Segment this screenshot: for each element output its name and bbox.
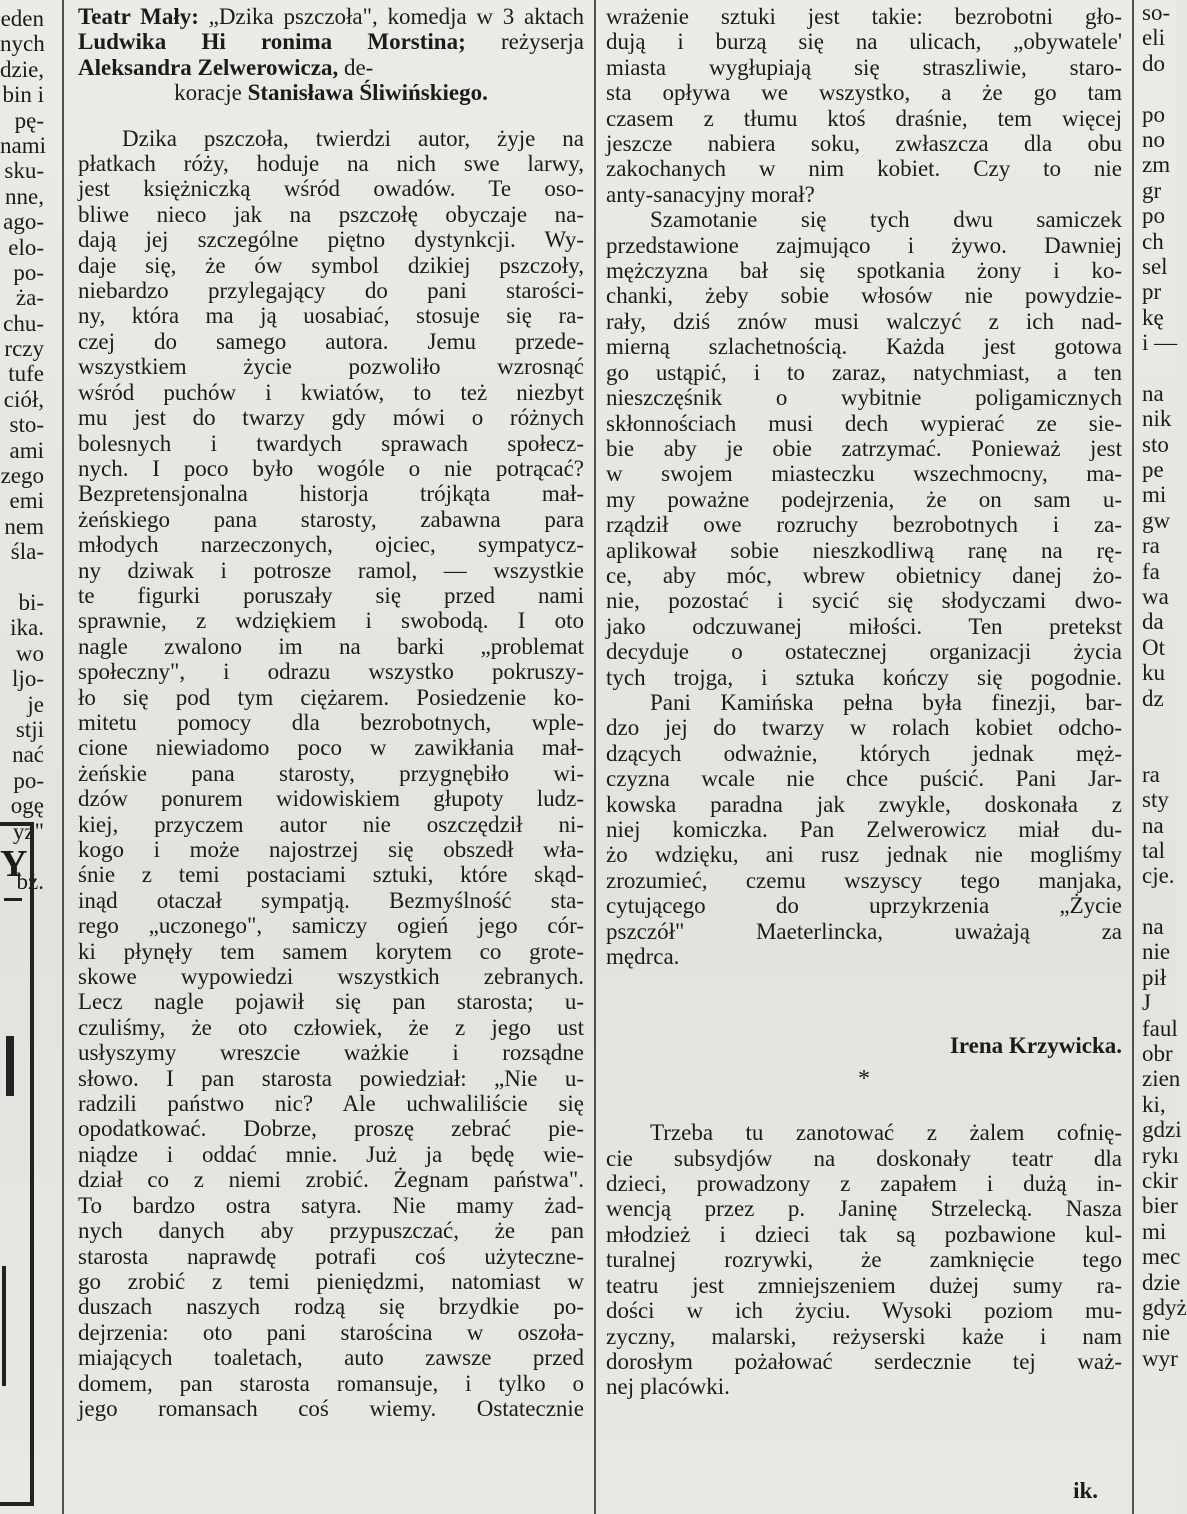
text-line: kiej, przyczem autor nie oszczędził ni- (78, 811, 584, 837)
fragment-text: tal (1142, 837, 1165, 863)
text-line: jest księżniczką wśród owadów. Te oso- (78, 176, 584, 202)
text-line: zakochanych w nim kobiet. Czy to nie (606, 156, 1122, 182)
fragment-text: ami (9, 437, 44, 463)
fragment-text: bż. (16, 869, 44, 895)
text-line: pszczół" Maeterlincka, uważają za (606, 918, 1122, 944)
column-rule-3 (1132, 0, 1134, 1514)
right-column-fragment (1142, 0, 1187, 1514)
text-line: mężczyzna bał się spotkania żony i ko- (606, 258, 1122, 284)
fragment-text: faul (1142, 1015, 1178, 1041)
fragment-text: ljo- (12, 666, 44, 692)
text-line: Bezpretensjonalna historja trójkąta mał- (78, 481, 584, 507)
text-line: w swojem miasteczku wszechmocny, ma- (606, 461, 1122, 487)
text-line: żeńskiego pana starosty, zabawna para (78, 506, 584, 532)
fragment-text: mi (1142, 1218, 1167, 1244)
fragment-text: nne, (5, 183, 44, 209)
fragment-text: gw (1142, 507, 1171, 533)
text-line: wencją przez p. Janinę Strzelecką. Nasza (606, 1196, 1122, 1222)
text-line: To bardzo ostra satyra. Nie mamy żad- (78, 1192, 584, 1218)
fragment-text: ża- (15, 285, 44, 311)
fragment-text: ika. (10, 615, 44, 641)
text-line: decyduje o ostatecznej organizacji życia (606, 639, 1122, 665)
header-label: Teatr Mały: (78, 4, 199, 29)
fragment-text: stji (15, 716, 44, 742)
text-line: miasta wygłupiają się straszliwie, staro- (606, 54, 1122, 80)
fragment-text: bin i (2, 82, 44, 108)
text-line: chanki, żeby sobie włosów nie powydzie- (606, 283, 1122, 309)
text-line: żo wdzięku, ani rusz jednak nie mogliśmy (606, 842, 1122, 868)
fragment-text: pił (1142, 964, 1167, 990)
text-line: go ustąpić, i to zaraz, natychmiast, a ten (606, 359, 1122, 385)
text-line: bolesnych i twardych sprawach społecz- (78, 430, 584, 456)
text-line: Trzeba tu zanotować z żalem cofnię- (650, 1120, 1122, 1146)
header-koracje: koracje (174, 80, 242, 106)
text-line: tych trojga, i sztuka kończy się pogodnie. (606, 664, 1122, 690)
fragment-text: pr (1142, 279, 1162, 305)
fragment-text: gdzi (1142, 1117, 1182, 1143)
text-line: społeczny", i odrazu wszystko pokruszy- (78, 659, 584, 685)
text-line: nie, pozostać i sycić się słodyczami dwo- (606, 588, 1122, 614)
fragment-text: wo (15, 640, 44, 666)
fragment-text: mec (1142, 1244, 1181, 1270)
text-line: skłonnościach musi dech wypierać ze sie- (606, 410, 1122, 436)
fragment-text: gr (1142, 177, 1162, 203)
review-column-2 (606, 4, 1122, 1514)
fragment-text: wyr (1142, 1345, 1178, 1371)
text-line: młodzież i dzieci tak są pozbawione kul- (606, 1221, 1122, 1247)
fragment-text: eli (1142, 25, 1165, 51)
fragment-text (1142, 889, 1182, 914)
text-line: czasem z tłumu ktoś draśnie, tem więcej (606, 105, 1122, 131)
text-line: jako odczuwanej miłości. Ten pretekst (606, 613, 1122, 639)
fragment-text: rczy (4, 336, 44, 362)
text-line: bliwe nieco jak na pszczołę obyczaje na- (78, 201, 584, 227)
text-line: opodatkować. Dobrze, proszę zebrać pie- (78, 1116, 584, 1142)
fragment-text: dzie (1142, 1269, 1181, 1295)
fragment-text: ckir (1142, 1167, 1178, 1193)
text-line: słowo. I pan starosta powiedział: „Nie u- (78, 1065, 584, 1091)
review-body-2a (606, 4, 1122, 207)
text-line: starosta naprawdę potrafi coś użyteczne- (78, 1243, 584, 1269)
text-line: mitetu pomocy dla bezrobotnych, wple- (78, 709, 584, 735)
fragment-text (1142, 355, 1182, 380)
text-line: czyzna wcale nie chce puścić. Pani Jar- (606, 766, 1122, 792)
text-line: mierną szlachetnością. Każda jest gotowa (606, 334, 1122, 360)
fragment-text: na (1142, 812, 1164, 838)
fragment-text: ra (1142, 761, 1160, 787)
text-line: rego „uczonego", samiczy ogień jego cór- (78, 913, 584, 939)
text-line: dzów ponurem widowiskiem głupoty ludz- (78, 786, 584, 812)
fragment-text: chu- (3, 310, 44, 336)
text-line: wrażenie sztuki jest takie: bezrobotni gło- (606, 4, 1122, 29)
header-director-label: reżyserja (501, 29, 584, 55)
text-line: turalnej rozrywki, że zamknięcie tego (606, 1247, 1122, 1273)
text-line: śnie z temi postaciami sztuki, które skąd- (78, 862, 584, 888)
column-footer: ik. (1073, 1477, 1098, 1503)
fragment-text: po (1142, 101, 1165, 127)
text-line: dzieci, prowadzony z zapałem i dużą in- (606, 1171, 1122, 1197)
text-line: my poważne podejrzenia, że on sam u- (606, 486, 1122, 512)
text-line: zrozumieć, czemu wszyscy tego manjaka, (606, 867, 1122, 893)
fragment-text: sto- (9, 412, 44, 438)
fragment-text: na (1142, 914, 1164, 940)
text-line: dują i burzą się na ulicach, „obywatele' (606, 29, 1122, 55)
text-line: ny dziwak i potrosze ramol, — wszystkie (78, 557, 584, 583)
fragment-text: pe (1142, 457, 1164, 483)
text-line: mu jest do twarzy gdy mówi o różnych (78, 405, 584, 431)
fragment-text: ciół, (3, 386, 44, 412)
review-body-2d (606, 1120, 1122, 1399)
text-line: anty-sanacyjny morał? (606, 181, 815, 207)
text-line: bie aby je obie zatrzymać. Ponieważ jest (606, 435, 1122, 461)
fragment-text: sty (1142, 787, 1169, 813)
text-line: aplikował sobie nieszkodliwą ranę na rę- (606, 537, 1122, 563)
text-line: Szamotanie się tych dwu samiczek (650, 207, 1122, 233)
fragment-text: pę- (14, 107, 44, 133)
text-line: dział co z niemi zrobić. Żegnam państwa". (78, 1167, 584, 1193)
text-line: ce, aby móc, wbrew obietnicy danej żo- (606, 562, 1122, 588)
text-line: nieszczęśnik o wybitnie poligamicznych (606, 385, 1122, 411)
text-line: wszystkiem życie pozwoliło wzrosnąć (78, 354, 584, 380)
text-line: go zrobić z temi pieniędzmi, natomiast w (78, 1268, 584, 1294)
fragment-text: obr (1142, 1041, 1173, 1067)
fragment-text: da (1142, 609, 1164, 635)
fragment-text: ku (1142, 660, 1165, 686)
review-body-1 (78, 126, 584, 1422)
text-line: dorosłym pożałować serdecznie tej waż- (606, 1348, 1122, 1374)
header-director: Aleksandra Zelwerowicza, (78, 54, 339, 80)
text-line: jeszcze nabiera soku, zwłaszcza dla obu (606, 131, 1122, 157)
text-line: skowe wypowiedzi wszystkich zebranych. (78, 964, 584, 990)
text-line: mędrca. (606, 944, 680, 970)
column-rule-1 (62, 0, 64, 1514)
text-line: sprawnie, z wdziękiem i swobodą. I oto (78, 608, 584, 634)
fragment-text: Ot (1142, 634, 1165, 660)
text-line: dają jej szczególne piętno dystynkcji. Wy- (78, 227, 584, 253)
text-line: ki płynęły tem samem korytem co grote- (78, 938, 584, 964)
fragment-text: yż" (12, 818, 44, 844)
fragment-text: J (1142, 990, 1151, 1016)
text-line: ło się pod tym ciężarem. Posiedzenie ko- (78, 684, 584, 710)
fragment-text: mi (1142, 482, 1167, 508)
fragment-text: tufe (8, 361, 44, 387)
header-title: „Dzika pszczoła", komedja w 3 aktach (208, 4, 584, 29)
fragment-text: gdyż (1142, 1294, 1187, 1320)
fragment-text: ch (1142, 228, 1164, 254)
section-separator: * (858, 1065, 870, 1092)
author-signature: Irena Krzywicka. (949, 1033, 1122, 1059)
text-line: dzo jej do twarzy w rolach kobiet odcho- (606, 715, 1122, 741)
fragment-text: i — (1142, 330, 1178, 356)
text-line: inąd otaczał sympatją. Bezmyślność sta- (78, 887, 584, 913)
text-line: teatru jest zmniejszeniem dużej sumy ra- (606, 1272, 1122, 1298)
fragment-text: dz (1142, 685, 1164, 711)
fragment-text: zien (1142, 1066, 1181, 1092)
fragment-text: nik (1142, 406, 1172, 432)
fragment-text: ogę (10, 793, 44, 819)
fragment-text: sku- (4, 158, 44, 184)
text-line: cione niewiadomo poco w zawikłania mał- (78, 735, 584, 761)
text-line: nagle zwalono im na barki „problemat (78, 633, 584, 659)
text-line: domem, pan starosta romansuje, i tylko o (78, 1370, 584, 1396)
review-header (78, 4, 584, 106)
boxed-ad-letter: Y (0, 843, 28, 885)
fragment-text: so- (1142, 0, 1171, 25)
text-line: radzili państwo nic? Ale uchwaliliście się (78, 1091, 584, 1117)
text-line: młodych narzeczonych, ojciec, sympatycz- (78, 532, 584, 558)
fragment-text: nać (12, 742, 44, 768)
text-line: cytującego do uprzykrzenia „Życie (606, 893, 1122, 919)
text-line: dości w ich życiu. Wysoki poziom mu- (606, 1298, 1122, 1324)
fragment-text: je (27, 691, 44, 717)
text-line: płatkach róży, hoduje na nich swe larwy, (78, 151, 584, 177)
fragment-text: ra (1142, 533, 1160, 559)
fragment-text: cje. (1142, 863, 1175, 889)
text-line: nych danych aby przypuszczać, że pan (78, 1218, 584, 1244)
text-line: przedstawione zajmująco i żywo. Dawniej (606, 232, 1122, 258)
fragment-text: zego (0, 463, 44, 489)
text-line: nych. I poco było wogóle o nie potrącać? (78, 455, 584, 481)
text-line: rały, dziś znów musi walczyć z ich nad- (606, 308, 1122, 334)
text-line: Pani Kamińska pełna była finezji, bar- (650, 689, 1122, 715)
header-author: Ludwika Hi ronima Morstina; (78, 29, 466, 55)
fragment-text: emi (9, 488, 44, 514)
text-line: kowska paradna jak zwykle, doskonała z (606, 791, 1122, 817)
text-line: ny, która ma ją uosabiać, stosuje się ra- (78, 303, 584, 329)
fragment-text: sto (1142, 431, 1169, 457)
text-line: Lecz nagle pojawił się pan starosta; u- (78, 989, 584, 1015)
review-body-2c (606, 690, 1122, 969)
header-de: de- (343, 54, 374, 80)
text-line: Dzika pszczoła, twierdzi autor, żyje na (122, 125, 584, 151)
left-boxed-ad (0, 822, 34, 1506)
text-line: kogo i może najostrzej się obszedł wła- (78, 837, 584, 862)
text-line: niądze i oddać mnie. Już ja będę wie- (78, 1141, 584, 1167)
fragment-text: po- (13, 767, 44, 793)
fragment-text: eden (0, 6, 44, 31)
fragment-text: fa (1142, 558, 1160, 584)
text-line: daje się, że ów symbol dzikiej pszczoły, (78, 252, 584, 278)
fragment-text: dzie, (0, 56, 45, 82)
fragment-text: wa (1142, 583, 1169, 609)
fragment-text (1142, 736, 1182, 761)
fragment-text (0, 565, 44, 590)
text-line: czej do samego autora. Jemu przede- (78, 328, 584, 354)
fragment-text: do (1142, 50, 1165, 76)
text-line: dejrzenia: oto pani starościna w oszoła- (78, 1319, 584, 1345)
text-line: zyczny, malarski, reżyserski każe i nam (606, 1323, 1122, 1349)
text-line: te figurki poruszały się przed nami (78, 582, 584, 608)
fragment-text: na (1142, 380, 1164, 406)
text-line: usłyszymy wreszcie ważkie i rozsądne (78, 1040, 584, 1066)
fragment-text: bi- (18, 589, 44, 615)
fragment-text: po- (13, 259, 44, 285)
fragment-text: bier (1142, 1193, 1178, 1219)
fragment-text: no (1142, 126, 1165, 152)
fragment-text: sel (1142, 253, 1168, 279)
text-line: żeńskie pana starosty, przygnębiło wi- (78, 760, 584, 786)
fragment-text (1142, 76, 1182, 101)
fragment-text: zm (1142, 152, 1171, 178)
review-column-1 (78, 4, 584, 1514)
fragment-text: ki, (1142, 1091, 1166, 1117)
fragment-text (1142, 711, 1182, 736)
fragment-text: elo- (8, 234, 44, 260)
text-line: niebardzo przylegający do pani starości- (78, 278, 584, 304)
text-line: czuliśmy, że oto człowiek, że z jego ust (78, 1014, 584, 1040)
text-line: wśród puchów i kwiatów, to też niezbyt (78, 379, 584, 405)
text-line: niej komiczka. Pan Zelwerowicz miał du- (606, 817, 1122, 842)
text-line: nej placówki. (606, 1374, 730, 1400)
text-line: jego romansach coś wiemy. Ostatecznie (78, 1395, 584, 1421)
text-line: sta opływa we wszystko, a że go tam (606, 80, 1122, 106)
fragment-text: rykı (1142, 1142, 1180, 1168)
header-designer: Stanisława Śliwińskiego. (247, 80, 488, 106)
text-line: dzących odważnie, których jednak męż- (606, 740, 1122, 766)
fragment-text: po (1142, 203, 1165, 229)
text-line: cie subsydjów na doskonały teatr dla (606, 1145, 1122, 1171)
fragment-text: śla- (10, 539, 44, 565)
fragment-text: nych (0, 31, 45, 57)
fragment-text: nem (4, 513, 44, 539)
fragment-text: nie (1142, 1320, 1171, 1346)
fragment-text: nie (1142, 939, 1171, 965)
column-rule-2 (594, 0, 596, 1514)
text-line: duszach naszych rodzą się brzydkie po- (78, 1294, 584, 1320)
fragment-text: ago- (3, 209, 44, 235)
fragment-text: nami (0, 132, 46, 158)
fragment-text: kę (1142, 304, 1164, 330)
text-line: rządził owe rozruchy bezrobotnych i za- (606, 512, 1122, 538)
text-line: miających toaletach, auto zawsze przed (78, 1345, 584, 1371)
review-body-2b (606, 207, 1122, 690)
